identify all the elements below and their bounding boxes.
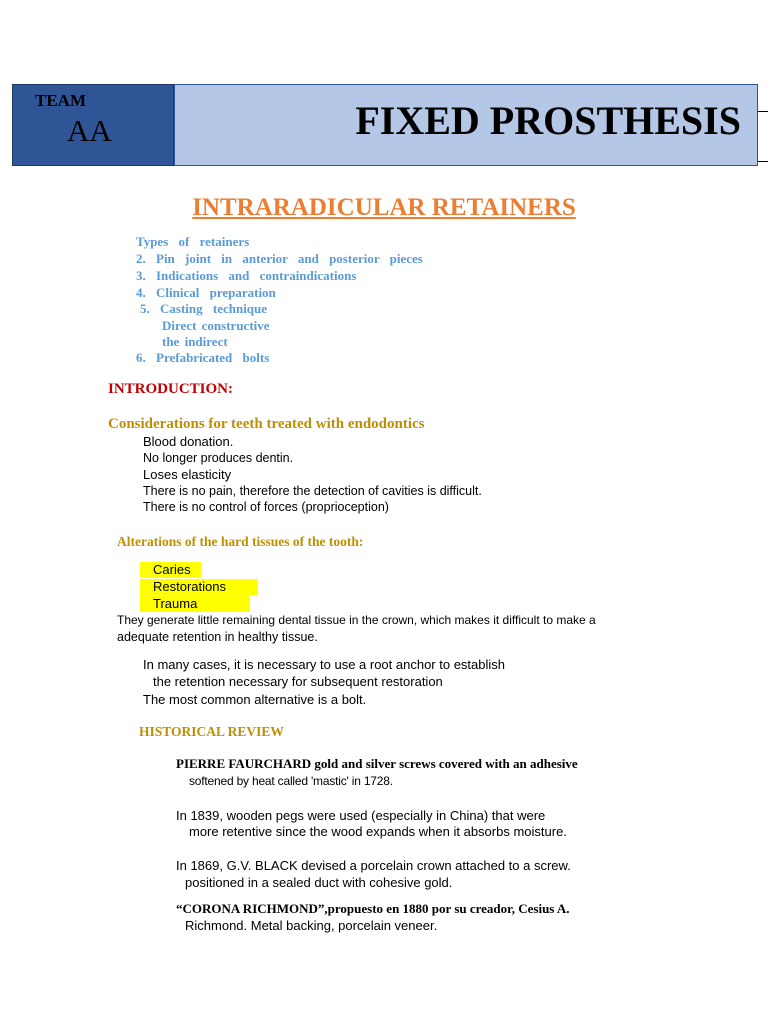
history-entry: In 1839, wooden pegs were used (especially in China) that were [176,808,546,823]
topic-item: Types of retainers [136,234,250,249]
topic-item: 3. Indications and contraindications [136,268,357,283]
list-item: There is no pain, therefore the detection of cavities is difficult. [143,484,482,498]
topic-item: 6. Prefabricated bolts [136,350,270,365]
history-entry-continuation: more retentive since the wood expands when it absorbs moisture. [189,824,567,839]
topic-item: 2. Pin joint in anterior and posterior pieces [136,251,423,266]
header-edge-line [758,111,768,112]
team-label: TEAM [35,91,86,110]
list-item-continuation: the retention necessary for subsequent restoration [153,674,443,689]
history-entry-continuation: Richmond. Metal backing, porcelain veneer. [185,918,438,933]
list-item: There is no control of forces (proprioception) [143,500,389,514]
topic-item: 5. Casting technique [140,301,268,316]
topic-item: 4. Clinical preparation [136,285,276,300]
history-entry: In 1869, G.V. BLACK devised a porcelain crown attached to a screw. [176,858,571,873]
document-title: FIXED PROSTHESIS [355,98,741,143]
list-item: Loses elasticity [143,467,232,482]
history-entry: PIERRE FAURCHARD gold and silver screws covered with an adhesive [176,756,578,771]
list-item: Blood donation. [143,434,234,449]
highlighted-item: Trauma [140,596,250,612]
considerations-title: Considerations for teeth treated with endodontics [108,416,425,432]
header-edge-line [758,161,768,162]
list-item: In many cases, it is necessary to use a root anchor to establish [143,657,506,672]
topic-item: the indirect [162,334,228,349]
highlighted-item: Restorations [140,579,258,595]
list-item: The most common alternative is a bolt. [143,692,367,707]
history-entry: “CORONA RICHMOND”,propuesto en 1880 por su creador, Cesius A. [176,901,570,916]
highlighted-item: Caries [140,562,201,578]
paragraph-line: They generate little remaining dental tissue in the crown, which makes it difficult to make a [117,613,596,627]
alterations-title: Alterations of the hard tissues of the tooth: [117,534,364,549]
topic-item: Direct constructive [162,318,270,333]
team-box [12,84,174,166]
section-heading: INTRARADICULAR RETAINERS [192,194,576,221]
list-item: No longer produces dentin. [143,451,294,465]
paragraph-line: adequate retention in healthy tissue. [117,630,318,644]
team-name: AA [67,113,112,148]
historical-review-title: HISTORICAL REVIEW [139,724,284,739]
history-entry-continuation: positioned in a sealed duct with cohesive gold. [185,875,453,890]
introduction-label: INTRODUCTION: [108,381,234,397]
history-entry-continuation: softened by heat called 'mastic' in 1728. [189,774,393,788]
title-box [174,84,758,166]
